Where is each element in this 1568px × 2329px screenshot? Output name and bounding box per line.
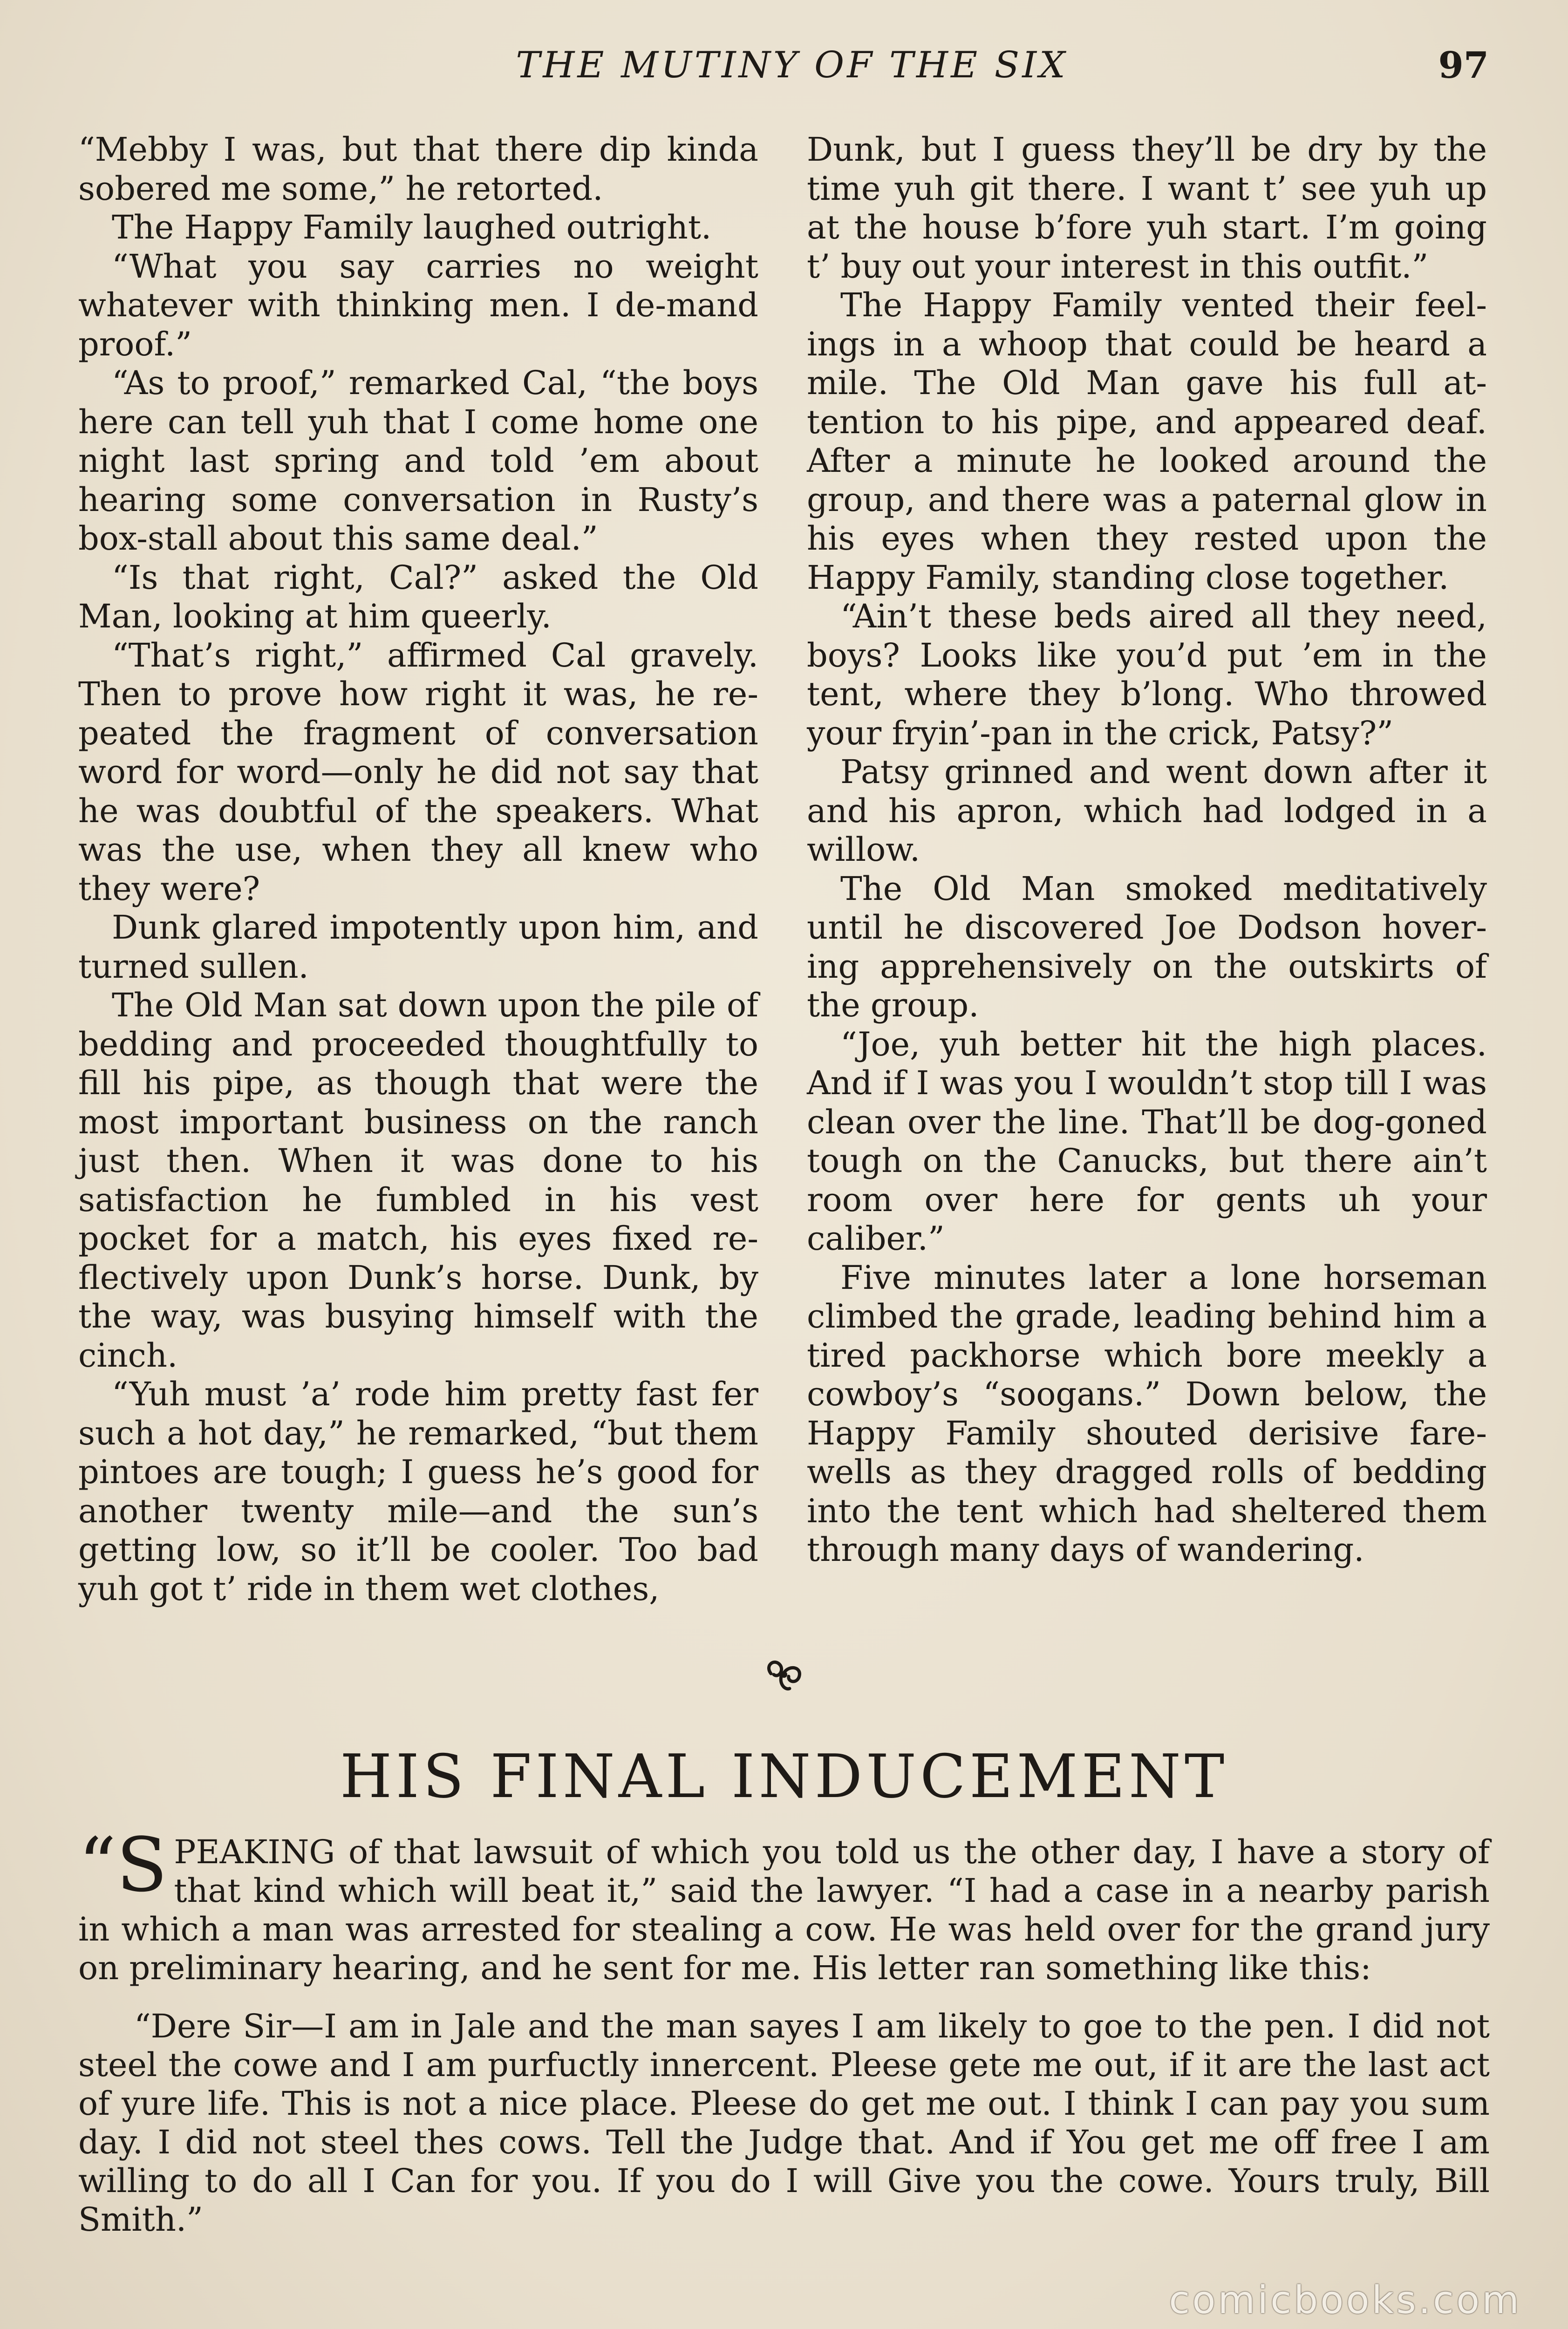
paragraph: The Old Man smoked meditatively until he discovered Joe Dodson hover-ing apprehensively on the outskirts of the group.: [807, 869, 1487, 1024]
story-body: [78, 1821, 1490, 2239]
paragraph: “As to proof,” remarked Cal, “the boys here can tell yuh that I come home one night last spring and told ’em about hearing some conversation in Rusty’s box-stall about this same deal.”: [78, 364, 758, 558]
story-opening: [78, 1821, 1490, 1988]
story-opening-text: PEAKING of that lawsuit of which you told us the other day, I have a story of that kind which will beat it,” said the lawyer. “I had a case in a nearby parish in which a man was arrested for stealing a cow. He was held over for the grand jury on preliminary hearing, and he sent for me. His letter ran something like this:: [78, 1833, 1490, 1987]
paragraph: “Mebby I was, but that there dip kinda sobered me some,” he retorted.: [78, 130, 758, 208]
paragraph: Five minutes later a lone horseman climbed the grade, leading behind him a tired packhorse which bore meekly a cowboy’s “soogans.” Down below, the Happy Family shouted derisive fare-wells as they dragged rolls of bedding into the tent which had sheltered them through many days of wandering.: [807, 1258, 1487, 1569]
paragraph: “Yuh must ’a’ rode him pretty fast fer such a hot day,” he remarked, “but them pintoes are tough; I guess he’s good for another twenty mile—and the sun’s getting low, so it’ll be cooler. Too bad yuh got t’ ride in them wet clothes,: [78, 1375, 758, 1608]
paragraph: “That’s right,” affirmed Cal gravely. Then to prove how right it was, he re-peated the fragment of conversation word for word—only he did not say that he was doubtful of the speakers. What was the use, when they all knew who they were?: [78, 636, 758, 908]
paragraph: “Ain’t these beds aired all they need, boys? Looks like you’d put ’em in the tent, where they b’long. Who throwed your fryin’-pan in the crick, Patsy?”: [807, 597, 1487, 752]
left-column: [78, 130, 758, 1608]
quoted-letter: “Dere Sir—I am in Jale and the man sayes I am likely to goe to the pen. I did not steel the cowe and I am purfuctly innercent. Pleese gete me out, if it are the last act of yure life. This is not a nice place. Pleese do get me out. I think I can pay you sum day. I did not steel thes cows. Tell the Judge that. And if You get me off free I am willing to do all I Can for you. If you do I will Give you the cowe. Yours truly, Bill Smith.”: [78, 2007, 1490, 2239]
page-number: 97: [1438, 44, 1489, 87]
dropcap: “S: [78, 1821, 168, 1908]
paragraph: “Is that right, Cal?” asked the Old Man, looking at him queerly.: [78, 558, 758, 635]
fleuron-ornament-icon: [761, 1651, 807, 1698]
paragraph: The Happy Family laughed outright.: [112, 208, 712, 246]
story-title: HIS FINAL INDUCEMENT: [340, 1742, 1228, 1811]
running-title: THE MUTINY OF THE SIX: [516, 44, 1068, 86]
paragraph: Dunk glared impotently upon him, and turned sullen.: [78, 908, 758, 986]
paragraph: The Happy Family vented their feel-ings in a whoop that could be heard a mile. The Old Man gave his full at-tention to his pipe, and appeared deaf. After a minute he looked around the group, and there was a paternal glow in his eyes when they rested upon the Happy Family, standing close together.: [807, 286, 1487, 597]
paragraph: “Joe, yuh better hit the high places. And if I was you I wouldn’t stop till I was clean over the line. That’ll be dog-goned tough on the Canucks, but there ain’t room over here for gents uh your caliber.”: [807, 1025, 1487, 1258]
right-column: [807, 130, 1487, 1570]
watermark: comicbooks.com: [1169, 2278, 1521, 2322]
paragraph: “What you say carries no weight whatever with thinking men. I de-mand proof.”: [78, 247, 758, 363]
paragraph: The Old Man sat down upon the pile of bedding and proceeded thoughtfully to fill his pipe, as though that were the most important business on the ranch just then. When it was done to his satisfaction he fumbled in his vest pocket for a match, his eyes fixed re-flectively upon Dunk’s horse. Dunk, by the way, was busying himself with the cinch.: [78, 986, 758, 1375]
paragraph-continuation: Dunk, but I guess they’ll be dry by the time yuh git there. I want t’ see yuh up at the house b’fore yuh start. I’m going t’ buy out your interest in this outfit.”: [807, 130, 1487, 286]
paragraph: Patsy grinned and went down after it and his apron, which had lodged in a willow.: [807, 753, 1487, 869]
